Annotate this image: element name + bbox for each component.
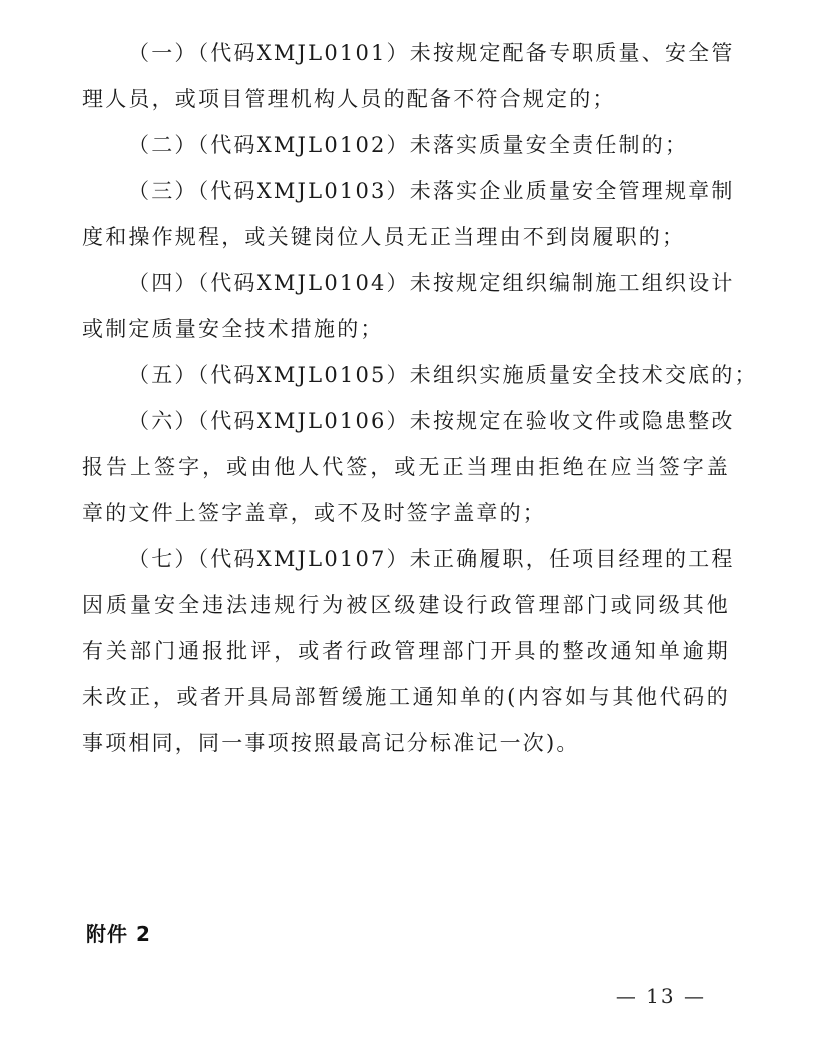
clause-line: （二）（代码XMJL0102）未落实质量安全责任制的； — [128, 133, 689, 157]
clause-line: （四）（代码XMJL0104）未按规定组织编制施工组织设计 — [128, 271, 735, 295]
page-number: — 13 — — [615, 984, 706, 1008]
clause-line: 事项相同，同一事项按照最高记分标准记一次)。 — [82, 731, 580, 755]
clause-line: 报告上签字，或由他人代签，或无正当理由拒绝在应当签字盖 — [82, 455, 730, 479]
clause-7 — [82, 536, 735, 766]
attachment-label: 附件 2 — [86, 922, 151, 946]
clause-line: （一）（代码XMJL0101）未按规定配备专职质量、安全管 — [128, 41, 735, 65]
clause-line: 理人员，或项目管理机构人员的配备不符合规定的； — [82, 87, 616, 111]
clause-line: （七）（代码XMJL0107）未正确履职，任项目经理的工程 — [128, 547, 735, 571]
clause-line: （三）（代码XMJL0103）未落实企业质量安全管理规章制 — [128, 179, 735, 203]
clause-line: 未改正，或者开具局部暂缓施工通知单的(内容如与其他代码的 — [82, 685, 730, 709]
clause-line: 度和操作规程，或关键岗位人员无正当理由不到岗履职的； — [82, 225, 686, 249]
clause-line: 有关部门通报批评，或者行政管理部门开具的整改通知单逾期 — [82, 639, 730, 663]
clause-line: （六）（代码XMJL0106）未按规定在验收文件或隐患整改 — [128, 409, 735, 433]
clause-line: 或制定质量安全技术措施的； — [82, 317, 384, 341]
clause-2 — [82, 122, 730, 168]
clause-line: （五）（代码XMJL0105）未组织实施质量安全技术交底的； — [128, 363, 758, 387]
clause-1 — [82, 30, 735, 122]
clause-line: 因质量安全违法违规行为被区级建设行政管理部门或同级其他 — [82, 593, 730, 617]
clause-5 — [82, 352, 758, 398]
clause-6 — [82, 398, 735, 536]
clause-4 — [82, 260, 735, 352]
clause-3 — [82, 168, 735, 260]
document-body — [82, 30, 758, 766]
clause-line: 章的文件上签字盖章，或不及时签字盖章的； — [82, 501, 546, 525]
